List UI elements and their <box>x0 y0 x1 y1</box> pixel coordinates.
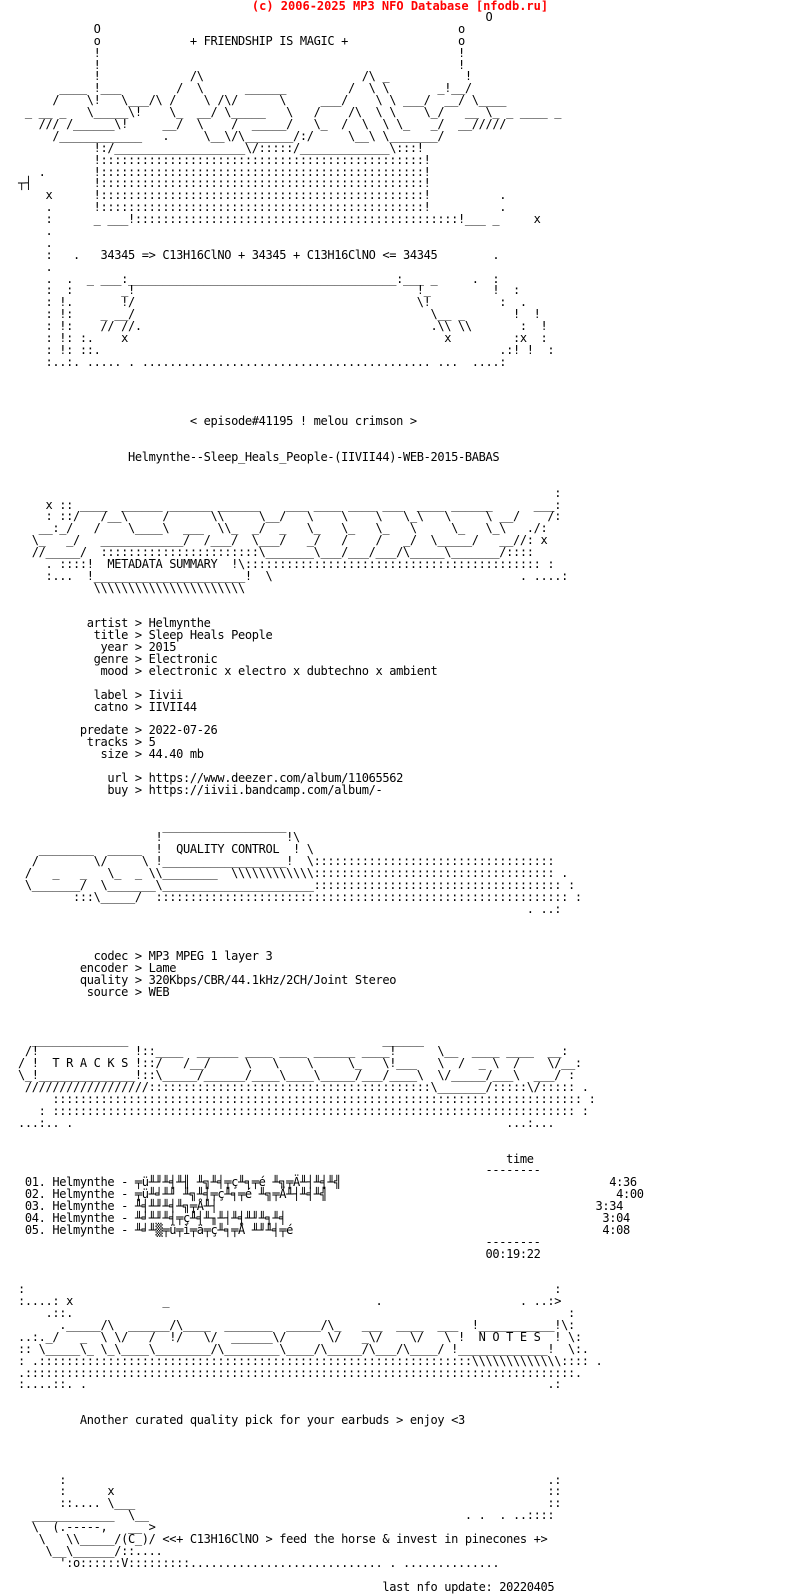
nfo-line: \ (.-----, __ > <box>18 1520 156 1535</box>
nfo-line: ____ !___ / \ ______ / \ \ _!__/ <box>18 81 472 96</box>
nfo-line: / _ _ \_ _ \\________ \\\\\\\\\\\\::::::::::::::::::::::::::::::::::: . <box>18 866 568 881</box>
nfo-line: : !: ::. .:! ! : <box>18 342 555 357</box>
nfo-line: ________ _____ ! QUALITY CONTROL ! \ <box>18 842 314 857</box>
nfo-line: 03. Helmynthe - ╨╡╨╜╨╡╨╗╤Å╨┤ 3:34 <box>18 1199 623 1214</box>
nfo-line <box>18 464 644 476</box>
nfo-line: .::. : <box>18 1306 575 1321</box>
nfo-line: ..:._/ _ \ \/ / !/ \/ ______\/ \/ _\/ \/ \ ! N O T E S ! \: <box>18 1329 582 1344</box>
nfo-line: genre > Electronic <box>18 652 218 667</box>
nfo-line: predate > 2022-07-26 <box>18 723 218 738</box>
nfo-line: \\\\\\\\\\\\\\\\\\\\\\ <box>18 580 245 595</box>
nfo-line: ...:.. . ...:... <box>18 1115 555 1130</box>
nfo-line: quality > 320Kbps/CBR/44.1kHz/2CH/Joint Stereo <box>18 973 397 988</box>
nfo-line: __________________ <box>18 818 287 833</box>
nfo-line: ! !\ <box>18 830 300 845</box>
nfo-line: . <box>18 259 53 274</box>
nfo-line: : ::/ /__\ / \\ \__/ \ \ \ \_\ \ \ __/ /: <box>18 509 562 524</box>
nfo-line: size > 44.40 mb <box>18 747 204 762</box>
nfo-line: : !. !/ \! : . <box>18 295 527 310</box>
nfo-line: . !:::::::::::::::::::::::::::::::::::::::::::::::! <box>18 164 431 179</box>
nfo-line <box>18 1130 644 1142</box>
nfo-line: x !:::::::::::::::::::::::::::::::::::::::::::::::! . <box>18 188 507 203</box>
nfo-line <box>18 1011 644 1023</box>
nfo-line: ::.... \___ :: <box>18 1496 562 1511</box>
nfo-line <box>18 1391 644 1403</box>
nfo-line: \ \\_____/(C_)/ <<+ C13H16ClNO > feed the horse & invest in pinecones +> <box>18 1532 548 1546</box>
nfo-line: _ __ _ \_____\! \_ __/ \_____ \ / /\ \ \ \_/ __ \_ _ ____ _ <box>18 105 562 120</box>
nfo-line: o + FRIENDSHIP IS MAGIC + o <box>18 33 465 48</box>
nfo-line: //_____/ :::::::::::::::::::::::\_______\___/___/___/\_____\_______/:::: <box>18 545 534 560</box>
nfo-line: ____________ \__ . . . ..:::: <box>18 1508 555 1523</box>
nfo-line <box>18 369 644 381</box>
nfo-line <box>18 1427 644 1439</box>
nfo-line: 04. Helmynthe - ╨╛╨╜╨╡╤ç╨╡╨╖╨┤╨╡╨╜╨╕╨╡ 3:04 <box>18 1210 630 1225</box>
nfo-line: Another curated quality pick for your earbuds > enjoy <3 <box>18 1413 465 1428</box>
nfo-line: last nfo update: 20220405 <box>18 1579 555 1594</box>
nfo-line: __:_/ / \____\ ___ \\_ _/ _ \_ \_ \_ \ \_ \_\ ./: <box>18 521 548 536</box>
nfo-line: buy > https://iivii.bandcamp.com/album/- <box>18 782 383 797</box>
nfo-line <box>18 916 644 928</box>
nfo-line: source > WEB <box>18 985 170 1000</box>
nfo-line: ._____/\ ______/\____ _______ _____/\_ ___ ____ ___ !___________!\: <box>18 1317 575 1332</box>
nfo-line: < episode#41195 ! melou crimson > <box>18 414 417 429</box>
nfo-line: . !:::::::::::::::::::::::::::::::::::::::::::::::! . <box>18 200 507 215</box>
nfo-line: 00:19:22 <box>18 1246 541 1261</box>
nfo-line <box>18 999 644 1011</box>
nfo-line: ┬┤ !:::::::::::::::::::::::::::::::::::::::::::::::! <box>18 176 431 191</box>
nfo-line: : :::::::::::::::::::::::::::::::::::::::::::::::::::::::::::::::::::::::::::: : <box>18 1103 589 1118</box>
nfodb-banner: (c) 2006-2025 MP3 NFO Database [nfodb.ru] <box>251 0 549 13</box>
nfo-line: :: \_____\_ \_\____\________/\________\____/\_____/\___/\____/ !_____________! \:. <box>18 1341 589 1356</box>
nfo-line: / ! T R A C K S !::/ /__/ \ \ \ \_ \!___ \ / _ \ / \/__: <box>18 1056 582 1071</box>
nfo-line: 01. Helmynthe - ╤ü╨╜╨╡╨╢ ╨╗╨╡╤ç╨╕╤é ╨╗╤Ä╨┤╨╡╨╣ 4:36 <box>18 1175 637 1190</box>
nfo-line: \_ _/ ____________/ /___/ \___/ _/ / / _/ \_____/ __//: x <box>18 533 548 548</box>
nfo-line: .::::::::::::::::::::::::::::::::::::::::::::::::::::::::::::::::::::::::::::::::. <box>18 1365 582 1380</box>
nfo-line: . <box>18 224 53 239</box>
nfo-line: catno > IIVII44 <box>18 699 197 714</box>
nfo-line <box>18 1451 644 1463</box>
nfo-line: tracks > 5 <box>18 735 156 750</box>
nfo-line: /! !::____ ______ ____ ____ ______ ____! \__ ____ ____ __: <box>18 1044 568 1059</box>
nfo-line: : x :: <box>18 1484 562 1499</box>
nfo-line <box>18 1261 644 1273</box>
nfo-line: url > https://www.deezer.com/album/11065562 <box>18 771 403 785</box>
nfo-line: \_!______________!::\_____/______/____\____\_____/___/____\ \/_____/___\ ___/ : <box>18 1068 575 1083</box>
nfo-line: :....: x _ . . ..:> <box>18 1294 562 1309</box>
nfo-line: : . 34345 => C13H16ClNO + 34345 + C13H16ClNO <= 34345 . <box>18 247 500 262</box>
nfo-line: mood > electronic x electro x dubtechno x ambient <box>18 663 438 678</box>
nfo-line: x :: ____ ______ ______ ______ ___ ____ ____ ___ ____ ______ ___: <box>18 497 562 512</box>
nfo-line: :..:. ..... . .......................................... ... ....: <box>18 354 507 369</box>
nfo-line: -------- <box>18 1234 541 1249</box>
nfo-line: ______________ ______ <box>18 1032 424 1047</box>
nfo-line: ::::::::::::::::::::::::::::::::::::::::::::::::::::::::::::::::::::::::::::: : <box>18 1092 596 1107</box>
nfo-line: O <box>18 10 493 24</box>
nfo-line: : : _! !_ ! : <box>18 283 520 298</box>
nfo-line: . <box>18 235 53 250</box>
nfo-line <box>18 797 644 809</box>
nfo-line: : .:::::::::::::::::::::::::::::::::::::::::::::::::::::::::::::::\\\\\\\\\\\\\:::: . <box>18 1353 603 1368</box>
nfo-line: : !: _ __/ \__ _ ! ! <box>18 307 541 322</box>
nfo-line <box>18 381 644 393</box>
nfo-line: O o <box>18 21 465 36</box>
nfo-line: ':o::::::V:::::::::............................ . .............. <box>18 1555 500 1570</box>
nfo-line: : !: :. x x :x : <box>18 331 548 346</box>
nfo-line: codec > MP3 MPEG 1 layer 3 <box>18 949 273 964</box>
nfo-line <box>18 595 644 607</box>
nfo-line: . . _ ___:_______________________________________:___ _ . : <box>18 271 500 286</box>
nfo-line: . ..: <box>18 901 562 916</box>
nfo-line: : <box>18 485 562 500</box>
nfo-line: encoder > Lame <box>18 961 177 976</box>
nfo-line: / \/ \ !__________________! \::::::::::::::::::::::::::::::::::: <box>18 854 555 869</box>
nfo-line: !:/___________________\/:::::/_____________\:::! <box>18 140 424 155</box>
nfo-line: : : <box>18 1282 562 1297</box>
nfo-line: :....::. . .: <box>18 1377 562 1392</box>
nfo-line: artist > Helmynthe <box>18 616 211 631</box>
nfo-line: /____________ . \__\/\_______/:/ \__\ \_______/ <box>18 128 445 143</box>
nfo-line: label > Iivii <box>18 687 183 702</box>
nfo-line <box>18 1439 644 1451</box>
nfo-line: 02. Helmynthe - ╤ü╨╛╨╜ ╨╗╨╡╤ç╨╕╤é ╨╗╤Ä╨┤╨╡╨╣ 4:00 <box>18 1187 644 1202</box>
nfo-line: !:::::::::::::::::::::::::::::::::::::::::::::::! <box>18 152 431 167</box>
nfo-line: : !: // //. .\\ \\ : ! <box>18 319 548 334</box>
nfo-line: \__\______/::.... <box>18 1543 163 1558</box>
nfo-line <box>18 428 644 440</box>
nfo-line: time <box>18 1151 534 1166</box>
nfo-line: 05. Helmynthe - ╨╛╨▒╤ü╤ì╤ä╤ç╨╕╤Å ╨╜╨╡╤é 4:08 <box>18 1222 630 1237</box>
nfo-line: :... !______________________! \ . ....: <box>18 568 568 583</box>
nfo-line: : .: <box>18 1472 562 1487</box>
nfo-line: title > Sleep Heals People <box>18 628 273 643</box>
nfo-line: year > 2015 <box>18 640 177 655</box>
nfo-line: /// /______\! __/ \ / _____/ \_ / \ \ \_ _/ __///// <box>18 117 507 132</box>
nfo-line: ! /\ /\ _ ! <box>18 69 472 84</box>
nfo-text <box>18 12 644 1593</box>
nfo-line <box>18 928 644 940</box>
nfo-line: -------- <box>18 1163 541 1178</box>
nfo-line: . ::::! METADATA SUMMARY !\::::::::::::::::::::::::::::::::::::::::::: : <box>18 556 555 571</box>
nfo-line: ! ! <box>18 57 465 72</box>
nfo-line: :::\_____/ :::::::::::::::::::::::::::::::::::::::::::::::::::::::::::: : <box>18 889 582 904</box>
nfo-line: ! ! <box>18 45 465 60</box>
nfo-line: //////////////////:::::::::::::::::::::::::::::::::::::::::\_______/:::::\/::::: . <box>18 1080 589 1095</box>
nfo-line: / \! \___/\ / \ /\/ \ ___/ \ \ ___/ __/ \____ <box>18 93 507 108</box>
nfo-line: \_______/ \_______\______________________:::::::::::::::::::::::::::::::::::: : <box>18 878 575 893</box>
nfo-line: : _ ___!:::::::::::::::::::::::::::::::::::::::::::::::!___ _ x <box>18 212 541 227</box>
nfo-line: Helmynthe--Sleep_Heals_People-(IIVII44)-WEB-2015-BABAS <box>18 449 500 464</box>
nfo-line <box>18 393 644 405</box>
